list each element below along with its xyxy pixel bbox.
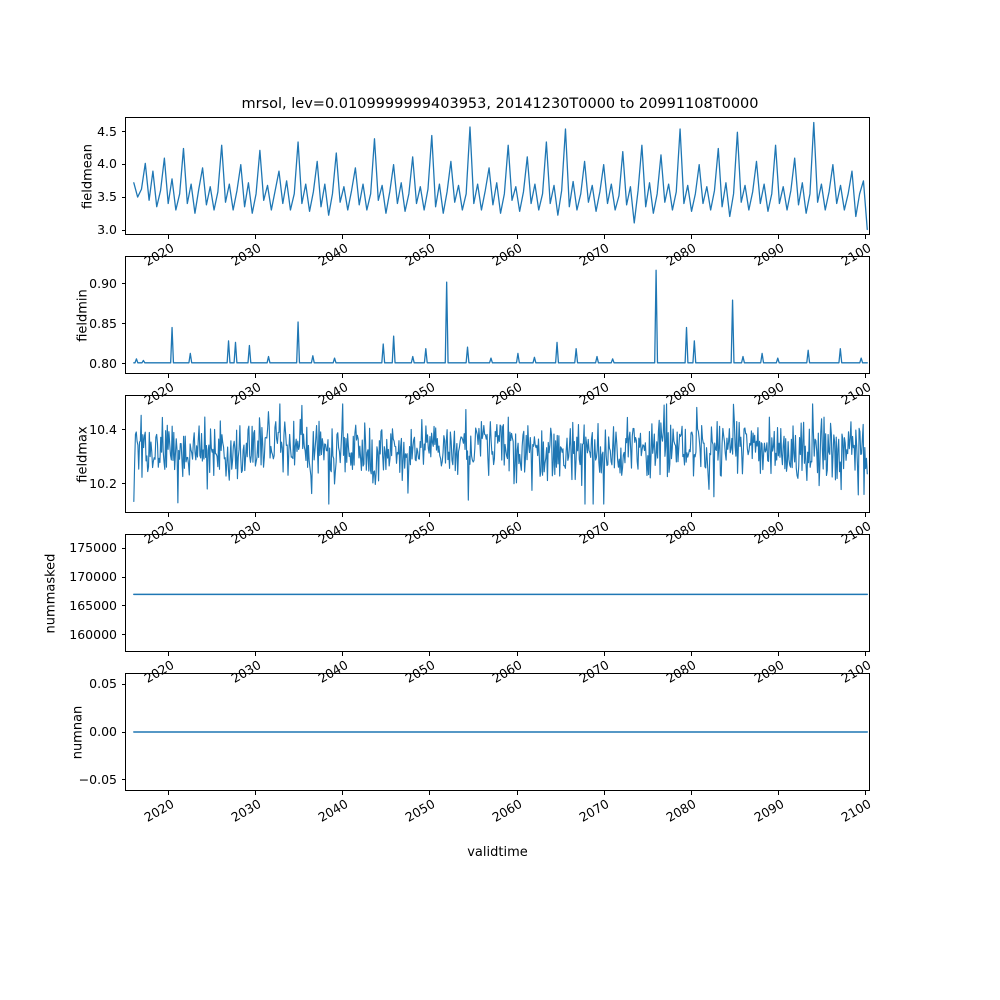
xtick-mark xyxy=(429,235,430,239)
xtick-label-3-1: 2030 xyxy=(228,657,264,686)
ytick-label-fieldmin-0: 0.80 xyxy=(89,355,117,371)
ytick-mark xyxy=(122,483,126,484)
xtick-mark xyxy=(604,791,605,795)
xtick-label-0-5: 2070 xyxy=(576,240,612,269)
xaxis-label: validtime xyxy=(467,845,528,860)
xtick-mark xyxy=(429,513,430,517)
xtick-label-3-0: 2020 xyxy=(141,657,177,686)
ytick-label-numnan-2: 0.05 xyxy=(89,676,117,692)
xtick-label-2-5: 2070 xyxy=(576,518,612,547)
ytick-mark xyxy=(122,605,126,606)
ytick-mark xyxy=(122,634,126,635)
xtick-mark xyxy=(691,374,692,378)
ytick-label-fieldmin-1: 0.85 xyxy=(89,315,117,331)
ytick-mark xyxy=(122,577,126,578)
xtick-label-3-2: 2040 xyxy=(315,657,351,686)
panel-nummasked xyxy=(125,534,870,652)
xtick-mark xyxy=(255,791,256,795)
xtick-mark xyxy=(778,235,779,239)
xtick-mark xyxy=(168,652,169,656)
xtick-label-2-8: 2100 xyxy=(838,518,874,547)
ytick-label-fieldmean-0: 3.0 xyxy=(97,222,117,238)
xtick-label-0-0: 2020 xyxy=(141,240,177,269)
xtick-label-3-6: 2080 xyxy=(663,657,699,686)
xtick-label-0-3: 2050 xyxy=(402,240,438,269)
xtick-label-1-8: 2100 xyxy=(838,379,874,408)
xtick-mark xyxy=(429,374,430,378)
ytick-mark xyxy=(122,363,126,364)
panel-fieldmax xyxy=(125,395,870,513)
xtick-mark xyxy=(255,652,256,656)
ytick-label-nummasked-3: 175000 xyxy=(69,540,117,556)
ytick-mark xyxy=(122,131,126,132)
xtick-label-1-0: 2020 xyxy=(141,379,177,408)
xtick-mark xyxy=(517,513,518,517)
xtick-mark xyxy=(168,513,169,517)
xtick-mark xyxy=(255,374,256,378)
xtick-label-4-2: 2040 xyxy=(315,796,351,825)
xtick-mark xyxy=(604,513,605,517)
xtick-mark xyxy=(342,513,343,517)
xtick-label-0-4: 2060 xyxy=(489,240,525,269)
panel-fieldmean xyxy=(125,117,870,235)
xtick-label-2-1: 2030 xyxy=(228,518,264,547)
xtick-label-1-3: 2050 xyxy=(402,379,438,408)
xtick-label-3-8: 2100 xyxy=(838,657,874,686)
xtick-label-3-4: 2060 xyxy=(489,657,525,686)
ytick-label-nummasked-1: 165000 xyxy=(69,597,117,613)
ytick-label-nummasked-0: 160000 xyxy=(69,626,117,642)
xtick-mark xyxy=(517,791,518,795)
xtick-mark xyxy=(429,791,430,795)
xtick-mark xyxy=(168,235,169,239)
xtick-label-1-7: 2090 xyxy=(750,379,786,408)
panel-fieldmin xyxy=(125,256,870,374)
xtick-label-1-5: 2070 xyxy=(576,379,612,408)
xtick-label-0-7: 2090 xyxy=(750,240,786,269)
xtick-mark xyxy=(255,235,256,239)
ylabel-nummasked: nummasked xyxy=(43,553,59,634)
xtick-label-0-2: 2040 xyxy=(315,240,351,269)
xtick-label-1-1: 2030 xyxy=(228,379,264,408)
panel-numnan xyxy=(125,673,870,791)
xtick-label-1-6: 2080 xyxy=(663,379,699,408)
xtick-mark xyxy=(865,374,866,378)
ytick-mark xyxy=(122,164,126,165)
xtick-mark xyxy=(691,513,692,517)
xtick-label-4-1: 2030 xyxy=(228,796,264,825)
ytick-label-fieldmin-2: 0.90 xyxy=(89,275,117,291)
ytick-mark xyxy=(122,429,126,430)
xtick-mark xyxy=(168,374,169,378)
xtick-mark xyxy=(778,791,779,795)
ylabel-fieldmin: fieldmin xyxy=(75,289,91,342)
xtick-mark xyxy=(342,374,343,378)
xtick-mark xyxy=(865,652,866,656)
ytick-label-fieldmax-1: 10.4 xyxy=(89,421,117,437)
xtick-mark xyxy=(429,652,430,656)
ytick-label-numnan-0: −0.05 xyxy=(78,771,117,787)
xtick-mark xyxy=(517,652,518,656)
xtick-mark xyxy=(168,791,169,795)
xtick-mark xyxy=(342,652,343,656)
xtick-label-0-6: 2080 xyxy=(663,240,699,269)
ytick-mark xyxy=(122,732,126,733)
xtick-label-0-1: 2030 xyxy=(228,240,264,269)
xtick-mark xyxy=(865,235,866,239)
xtick-label-2-3: 2050 xyxy=(402,518,438,547)
xtick-label-2-7: 2090 xyxy=(750,518,786,547)
ytick-label-nummasked-2: 170000 xyxy=(69,569,117,585)
ytick-mark xyxy=(122,548,126,549)
xtick-label-1-2: 2040 xyxy=(315,379,351,408)
xtick-mark xyxy=(255,513,256,517)
xtick-label-4-8: 2100 xyxy=(838,796,874,825)
ytick-mark xyxy=(122,779,126,780)
ytick-label-fieldmean-1: 3.5 xyxy=(97,189,117,205)
xtick-label-4-6: 2080 xyxy=(663,796,699,825)
xtick-label-2-2: 2040 xyxy=(315,518,351,547)
xtick-label-4-7: 2090 xyxy=(750,796,786,825)
xtick-mark xyxy=(865,513,866,517)
xtick-mark xyxy=(604,374,605,378)
ylabel-fieldmean: fieldmean xyxy=(80,144,96,209)
chart-title: mrsol, lev=0.0109999999403953, 20141230T0000 to 20991108T0000 xyxy=(241,96,759,112)
ytick-label-fieldmax-0: 10.2 xyxy=(89,475,117,491)
ytick-label-numnan-1: 0.00 xyxy=(89,724,117,739)
xtick-label-2-0: 2020 xyxy=(141,518,177,547)
ylabel-numnan: numnan xyxy=(70,705,86,760)
xtick-label-4-5: 2070 xyxy=(576,796,612,825)
ytick-mark xyxy=(122,323,126,324)
xtick-label-0-8: 2100 xyxy=(838,240,874,269)
xtick-label-3-5: 2070 xyxy=(576,657,612,686)
xtick-mark xyxy=(517,374,518,378)
xtick-mark xyxy=(778,652,779,656)
xtick-mark xyxy=(604,235,605,239)
ytick-mark xyxy=(122,197,126,198)
xtick-label-4-4: 2060 xyxy=(489,796,525,825)
xtick-mark xyxy=(691,235,692,239)
xtick-label-4-3: 2050 xyxy=(402,796,438,825)
xtick-label-3-7: 2090 xyxy=(750,657,786,686)
xtick-label-4-0: 2020 xyxy=(141,796,177,825)
ylabel-fieldmax: fieldmax xyxy=(75,426,91,483)
xtick-mark xyxy=(778,374,779,378)
xtick-label-3-3: 2050 xyxy=(402,657,438,686)
xtick-label-2-6: 2080 xyxy=(663,518,699,547)
ytick-label-fieldmean-2: 4.0 xyxy=(97,156,117,172)
ytick-mark xyxy=(122,230,126,231)
xtick-mark xyxy=(778,513,779,517)
xtick-mark xyxy=(342,235,343,239)
ytick-mark xyxy=(122,684,126,685)
xtick-mark xyxy=(691,791,692,795)
xtick-mark xyxy=(691,652,692,656)
ytick-mark xyxy=(122,283,126,284)
xtick-mark xyxy=(517,235,518,239)
ytick-label-fieldmean-3: 4.5 xyxy=(97,123,117,139)
xtick-mark xyxy=(604,652,605,656)
xtick-mark xyxy=(342,791,343,795)
xtick-label-2-4: 2060 xyxy=(489,518,525,547)
xtick-mark xyxy=(865,791,866,795)
xtick-label-1-4: 2060 xyxy=(489,379,525,408)
